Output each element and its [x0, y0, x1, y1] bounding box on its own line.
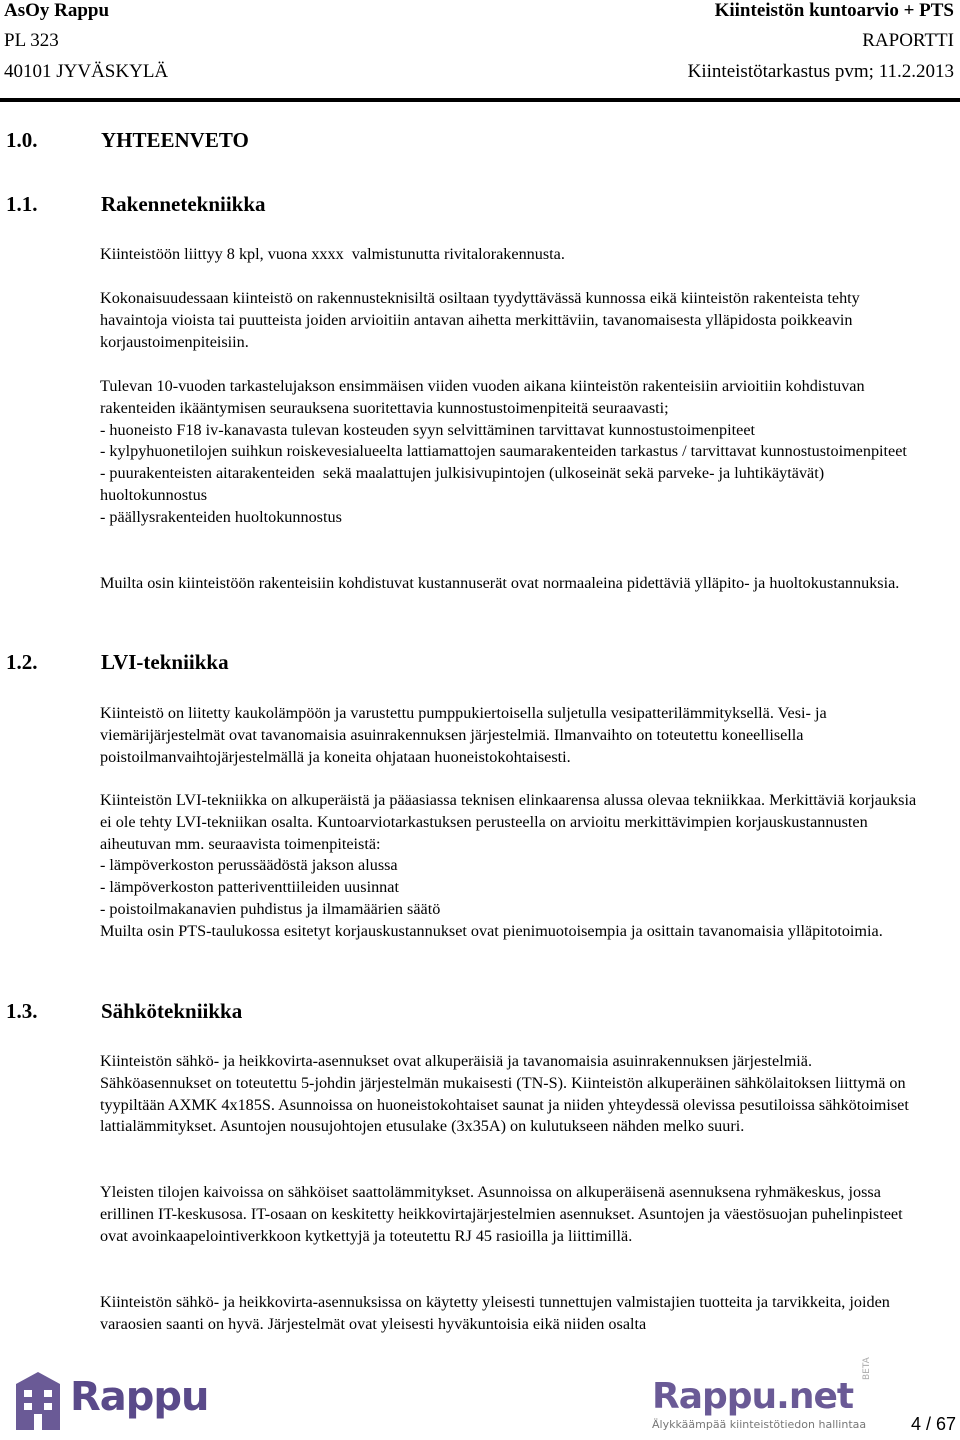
header-po-box: PL 323 [4, 30, 59, 51]
building-icon [10, 1370, 66, 1432]
section-heading-1-3 [6, 999, 242, 1023]
section-title: LVI-tekniikka [101, 650, 229, 674]
paragraph: Kiinteistö on liitetty kaukolämpöön ja varustettu pumppukiertoisella suljetulla vesipatterilämmityksellä. Vesi- ja viemärijärjestelmät ovat tavanomaisia asuinrakennuksen järjestelmiä. Ilmanvaihto on toteutettu koneellisella poistoilmanvaihtojärjestelmällä ja koneita ohjataan huoneistokohtaisesti. [100, 704, 831, 766]
header-report-type: RAPORTTI [862, 30, 954, 51]
header-inspection-date: Kiinteistötarkastus pvm; 11.2.2013 [687, 61, 954, 82]
page-footer [0, 1357, 960, 1440]
rappu-logo [10, 1370, 210, 1432]
section-title: Sähkötekniikka [101, 999, 243, 1023]
paragraph: Kokonaisuudessaan kiinteistö on rakennusteknisiltä osiltaan tyydyttävässä kunnossa eikä kiinteistön rakenteista tehty havaintoja vioista tai puutteista joiden arvioitiin antavan aihetta merkittäviin, tavanomaisesta ylläpidosta poikkeavin korjaustoimenpiteisiin. [100, 289, 864, 351]
header-divider [0, 98, 960, 102]
section-heading-1-1 [6, 192, 266, 216]
header-city: 40101 JYVÄSKYLÄ [4, 61, 169, 82]
section-number: 1.0. [6, 128, 38, 152]
logo-text: Rappu.net [652, 1376, 854, 1417]
page-number: 4 / 67 [910, 1414, 956, 1434]
section-number: 1.2. [6, 650, 38, 674]
paragraph: Muilta osin kiinteistöön rakenteisiin kohdistuvat kustannuserät ovat normaaleina pidettäviä ylläpito- ja huoltokustannuksia. [100, 574, 900, 592]
paragraph: Kiinteistöön liittyy 8 kpl, vuona xxxx valmistunutta rivitalorakennusta. [100, 245, 565, 263]
section-title: YHTEENVETO [101, 128, 249, 152]
header-report-title: Kiinteistön kuntoarvio + PTS [714, 0, 954, 21]
paragraph-list: Kiinteistön LVI-tekniikka on alkuperäistä ja pääasiassa teknisen elinkaarensa alussa olevaa tekniikkaa. Merkittäviä korjauksia ei ole tehty LVI-tekniikan osalta. Kuntoarviotarkastuksen perusteella on arvioitu merkittävimpien korjauskustannusten aiheutuvan mm. seuraavista toimenpiteistä: - lämpöverkoston perussäädöstä jakson alussa - lämpöverkoston patteriventtiileiden uusinnat - poistoilmakanavien puhdistus ja ilmamäärien säätö Muilta osin PTS-taulukossa esitetyt korjauskustannukset ovat pienimuotoisempia ja osittain tavanomaisia ylläpitotoimia. [100, 791, 917, 940]
section-heading-1-2 [6, 650, 229, 674]
section-number: 1.3. [6, 999, 38, 1023]
logo-text: Rappu [70, 1374, 209, 1420]
header-company: AsOy Rappu [4, 0, 110, 21]
section-heading-1-0 [6, 128, 249, 152]
rappu-net-logo [652, 1357, 900, 1434]
beta-badge: BETA [862, 1357, 872, 1380]
section-number: 1.1. [6, 192, 38, 216]
logo-tagline: Älykkäämpää kiinteistötiedon hallintaa [652, 1418, 867, 1431]
paragraph: Kiinteistön sähkö- ja heikkovirta-asennukset ovat alkuperäisiä ja tavanomaisia asuinrakennuksen järjestelmiä. Sähköasennukset on toteutettu 5-johdin järjestelmän mukaisesti (TN-S). Kiinteistön alkuperäinen sähkölaitoksen liittymä on tyypiltään AXMK 4x185S. Asunnoissa on huoneistokohtaiset saunat ja niiden yhteydessä olevissa pesutiloissa sähkötoimiset lattialämmitykset. Asuntojen nousujohtojen etusulake (3x35A) on kulutukseen nähden melko suuri. [100, 1052, 913, 1136]
paragraph: Yleisten tilojen kaivoissa on sähköiset saattolämmitykset. Asunnoissa on alkuperäisenä asennuksena ryhmäkeskus, jossa erillinen IT-keskusosa. IT-osaan on keskitetty heikkovirtajärjestelmien asennukset. Asuntojen ja väestösuojan puhelinpisteet ovat avoinkaapelointiverkkoon kytkettyjä ja toteutettu RJ 45 rasioilla ja liittimillä. [100, 1183, 907, 1245]
paragraph: Kiinteistön sähkö- ja heikkovirta-asennuksissa on käytetty yleisesti tunnettujen valmistajien tuotteita ja tarvikkeita, joiden varaosien saanti on hyvä. Järjestelmät ovat yleisesti hyväkuntoisia eikä niiden osalta [100, 1293, 894, 1333]
section-title: Rakennetekniikka [101, 192, 266, 216]
page-header [0, 0, 960, 100]
paragraph-list: Tulevan 10-vuoden tarkastelujakson ensimmäisen viiden vuoden aikana kiinteistön rakenteisiin arvioitiin kohdistuvan rakenteiden ikääntymisen seurauksena suoritettavia kunnostustoimenpiteitä seuraavasti; - huoneisto F18 iv-kanavasta tulevan kosteuden syyn selvittäminen tarvittavat kunnostustoimenpiteet - kylpyhuonetilojen suihkun roiskevesialueelta lattiamattojen saumarakenteiden tarkastus / tarvittavat kunnostustoimenpiteet - puurakenteisten aitarakenteiden sekä maalattujen julkisivupintojen (ulkoseinät sekä parveke- ja luhtikäytävät) huoltokunnostus - päällysrakenteiden huoltokunnostus [100, 377, 907, 526]
